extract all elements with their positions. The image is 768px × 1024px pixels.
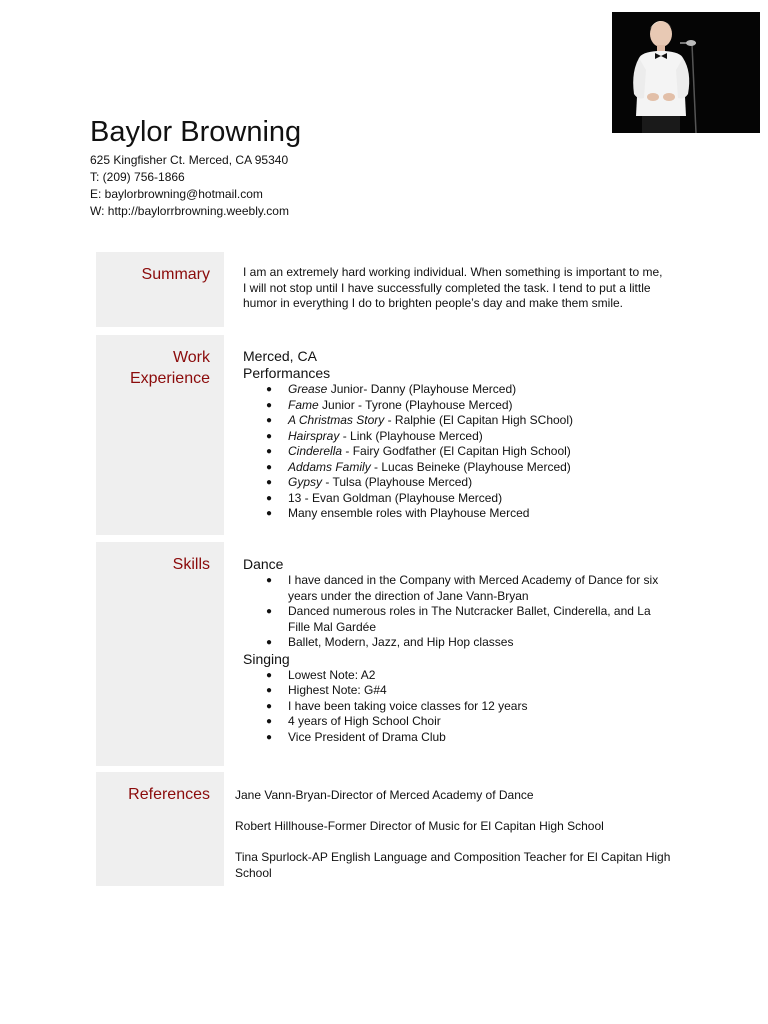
contact-info <box>90 152 289 220</box>
show-title: A Christmas Story <box>288 413 385 427</box>
dance-subhead: Dance <box>243 556 284 572</box>
reference-item: Tina Spurlock-AP English Language and Composition Teacher for El Capitan High School <box>235 850 671 880</box>
skills-content <box>243 556 673 745</box>
singing-item: ● Highest Note: G#4 <box>243 683 673 699</box>
performance-item <box>243 398 673 414</box>
reference-item: Jane Vann-Bryan-Director of Merced Academy of Dance <box>235 788 534 802</box>
role-detail: - Ralphie (El Capitan High SChool) <box>384 413 574 427</box>
summary-text: I am an extremely hard working individual. When something is important to me, I will not stop until I have successfully completed the task. I tend to put a little humor in everything I do to brighten people’s day and make them smile. <box>243 265 663 310</box>
performance-item <box>243 444 673 460</box>
references-list <box>235 788 675 897</box>
phone: T: (209) 756-1866 <box>90 170 185 184</box>
singing-subhead: Singing <box>243 650 290 667</box>
performance-item <box>243 475 673 491</box>
performance-item <box>243 429 673 445</box>
role-detail: Many ensemble roles with Playhouse Merced <box>288 506 530 520</box>
show-title: Hairspray <box>288 428 340 443</box>
work-content <box>243 348 673 522</box>
address: 625 Kingfisher Ct. Merced, CA 95340 <box>90 153 289 167</box>
show-title: Cinderella <box>288 444 343 458</box>
singing-list <box>243 668 673 746</box>
summary-heading: Summary <box>141 266 210 283</box>
performance-item <box>243 491 673 507</box>
show-title: Fame <box>288 397 319 412</box>
performance-item <box>243 382 673 398</box>
show-title: Gypsy <box>288 475 323 489</box>
show-title: Grease <box>288 382 328 396</box>
singing-item: ● I have been taking voice classes for 12 years <box>243 699 673 715</box>
work-heading <box>130 347 210 389</box>
show-title: Addams Family <box>288 459 371 474</box>
summary-label-box <box>96 252 224 327</box>
performance-item <box>243 460 673 476</box>
work-subhead: Performances <box>243 365 331 381</box>
role-detail: Junior - Tyrone (Playhouse Merced) <box>318 397 513 412</box>
references-heading: References <box>128 786 210 803</box>
performance-list <box>243 382 673 522</box>
singing-item: ● Lowest Note: A2 <box>243 668 673 684</box>
role-detail: - Link (Playhouse Merced) <box>339 428 483 443</box>
reference-item: Robert Hillhouse-Former Director of Music for El Capitan High School <box>235 819 604 833</box>
applicant-name: Baylor Browning <box>90 116 302 148</box>
skills-heading: Skills <box>172 556 210 573</box>
profile-photo <box>612 12 760 133</box>
skills-label-box <box>96 542 224 766</box>
work-label-box <box>96 335 224 535</box>
dance-item: ● I have danced in the Company with Merced Academy of Dance for six years under the direction of Jane Vann-Bryan <box>243 573 673 604</box>
dance-list <box>243 573 673 651</box>
dance-item: ● Ballet, Modern, Jazz, and Hip Hop classes <box>243 635 673 651</box>
role-detail: - Fairy Godfather (El Capitan High School) <box>342 444 571 458</box>
website: W: http://baylorrbrowning.weebly.com <box>90 204 289 218</box>
role-detail: - Tulsa (Playhouse Merced) <box>322 475 473 489</box>
role-detail: - Lucas Beineke (Playhouse Merced) <box>370 459 571 474</box>
email: E: baylorbrowning@hotmail.com <box>90 187 263 201</box>
references-label-box <box>96 772 224 886</box>
performance-item <box>243 413 673 429</box>
work-heading-line2: Experience <box>129 370 210 387</box>
work-heading-line1: Work <box>172 349 210 366</box>
work-location: Merced, CA <box>243 348 317 364</box>
dance-item: ● Danced numerous roles in The Nutcracker Ballet, Cinderella, and La Fille Mal Gardée <box>243 604 673 635</box>
singing-item: ● Vice President of Drama Club <box>243 730 673 746</box>
role-detail: 13 - Evan Goldman (Playhouse Merced) <box>288 490 503 505</box>
role-detail: Junior- Danny (Playhouse Merced) <box>327 382 517 396</box>
singing-item: ● 4 years of High School Choir <box>243 714 673 730</box>
performance-item <box>243 506 673 522</box>
